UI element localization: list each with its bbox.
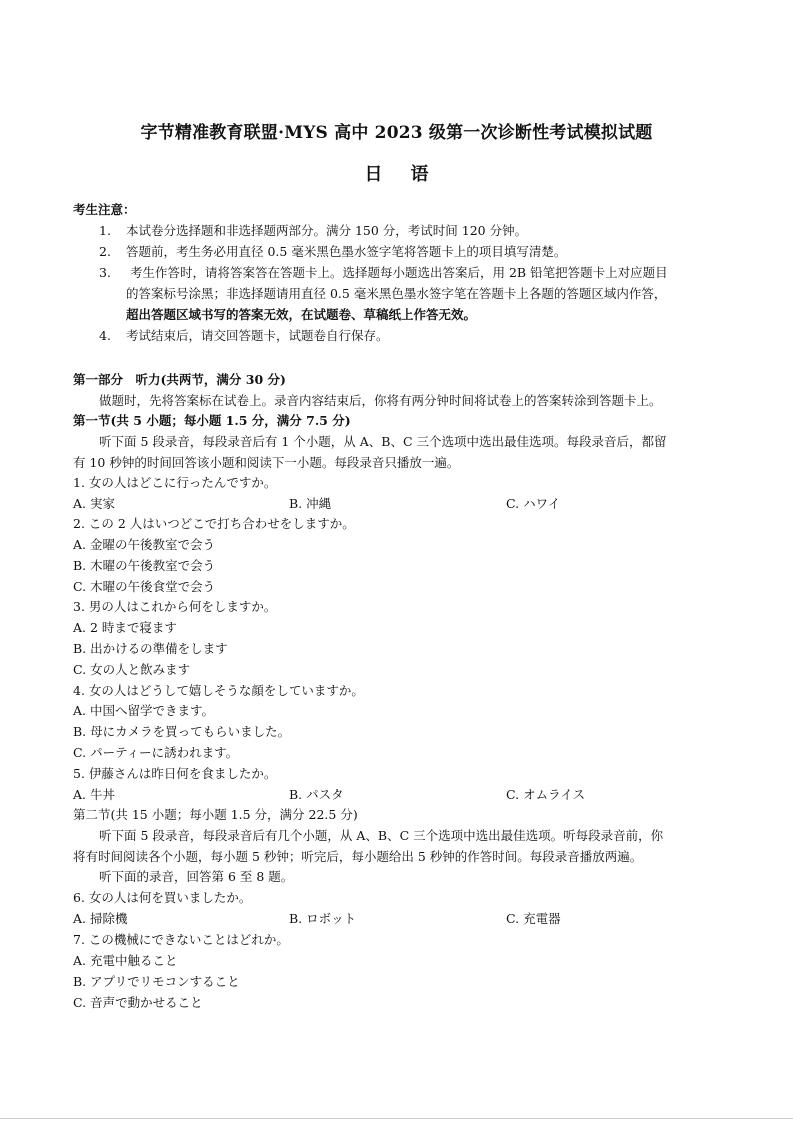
q5-stem: 5. 伊藤さんは昨日何を食ましたか。 xyxy=(73,766,277,781)
notice-num-4: 4. xyxy=(99,328,111,343)
section2-instruction-1: 听下面 5 段录音，每段录音后有几个小题，从 A、B、C 三个选项中选出最佳选项。听每段录音前，你 xyxy=(99,828,664,843)
q2-stem: 2. この 2 人はいつどこで打ち合わせをしますか。 xyxy=(73,516,355,531)
q4-option-a: A. 中国へ留学できます。 xyxy=(73,703,214,718)
q7-option-a: A. 充電中触ること xyxy=(73,953,178,968)
q1-option-a: A. 実家 xyxy=(73,496,115,511)
q3-option-c: C. 女の人と飲みます xyxy=(73,662,191,677)
notice-heading: 考生注意： xyxy=(73,202,136,217)
notice-num-1: 1. xyxy=(99,223,111,238)
q6-option-b: B. ロボット xyxy=(289,911,357,926)
exam-title: 字节精准教育联盟·MYS 高中 2023 级第一次诊断性考试模拟试题 xyxy=(140,123,653,143)
q1-option-c: C. ハワイ xyxy=(506,496,561,511)
q7-option-b: B. アプリでリモコンすること xyxy=(73,974,240,989)
notice-item-3-bold: 超出答题区域书写的答案无效，在试题卷、草稿纸上作答无效。 xyxy=(126,307,477,322)
q3-stem: 3. 男の人はこれから何をしますか。 xyxy=(73,599,277,614)
q3-option-b: B. 出かけるの準備をします xyxy=(73,641,228,656)
q1-stem: 1. 女の人はどこに行ったんですか。 xyxy=(73,475,277,490)
notice-item-1: 本试卷分选择题和非选择题两部分。满分 150 分，考试时间 120 分钟。 xyxy=(126,223,528,238)
notice-item-3-cont: 的答案标号涂黑；非选择题请用直径 0.5 毫米黑色墨水签字笔在答题卡上各题的答题区域内作答， xyxy=(126,286,667,301)
q4-option-b: B. 母にカメラを買ってもらいました。 xyxy=(73,724,291,739)
section1-heading: 第一节(共 5 小题；每小题 1.5 分，满分 7.5 分) xyxy=(73,413,351,428)
section2-heading: 第二节(共 15 小题；每小题 1.5 分，满分 22.5 分) xyxy=(73,807,358,822)
q6-option-c: C. 充電器 xyxy=(506,911,561,926)
q4-stem: 4. 女の人はどうして嬉しそうな顔をしていますか。 xyxy=(73,683,364,698)
subject-title: 日语 xyxy=(364,164,457,185)
q5-option-a: A. 牛丼 xyxy=(73,787,115,802)
q5-option-c: C. オムライス xyxy=(506,787,586,802)
q7-option-c: C. 音声で動かせること xyxy=(73,995,203,1010)
page-bottom-rule xyxy=(0,1118,793,1119)
q2-option-a: A. 金曜の午後教室で会う xyxy=(73,537,215,552)
notice-item-3: 考生作答时，请将答案答在答题卡上。选择题每小题选出答案后，用 2B 铅笔把答题卡上对应题目 xyxy=(130,265,668,280)
q6-option-a: A. 掃除機 xyxy=(73,911,128,926)
section1-instruction-2: 有 10 秒钟的时间回答该小题和阅读下一小题。每段录音只播放一遍。 xyxy=(73,455,460,470)
q5-option-b: B. パスタ xyxy=(289,787,344,802)
part1-heading: 第一部分 听力(共两节，满分 30 分) xyxy=(73,372,286,387)
part1-instruction: 做题时，先将答案标在试卷上。录音内容结束后，你将有两分钟时间将试卷上的答案转涂到答题卡上。 xyxy=(99,393,662,408)
q3-option-a: A. 2 時まで寝ます xyxy=(73,620,177,635)
notice-item-4: 考试结束后，请交回答题卡，试题卷自行保存。 xyxy=(126,328,389,343)
q2-option-c: C. 木曜の午後食堂で会う xyxy=(73,579,216,594)
section1-instruction-1: 听下面 5 段录音，每段录音后有 1 个小题，从 A、B、C 三个选项中选出最佳选项。每段录音后，都留 xyxy=(99,434,667,449)
section2-instruction-2: 将有时间阅读各个小题，每小题 5 秒钟；听完后，每小题给出 5 秒钟的作答时间。每段录音播放两遍。 xyxy=(73,849,643,864)
notice-num-3: 3. xyxy=(99,265,111,280)
q6-stem: 6. 女の人は何を買いましたか。 xyxy=(73,890,252,905)
notice-num-2: 2. xyxy=(99,244,111,259)
q2-option-b: B. 木曜の午後教室で会う xyxy=(73,558,216,573)
q7-stem: 7. この機械にできないことはどれか。 xyxy=(73,932,289,947)
notice-item-2: 答题前，考生务必用直径 0.5 毫米黑色墨水签字笔将答题卡上的项目填写清楚。 xyxy=(126,244,567,259)
q4-option-c: C. パーティーに誘われます。 xyxy=(73,745,239,760)
section2-instruction-3: 听下面的录音，回答第 6 至 8 题。 xyxy=(99,869,294,884)
q1-option-b: B. 冲縄 xyxy=(289,496,332,511)
